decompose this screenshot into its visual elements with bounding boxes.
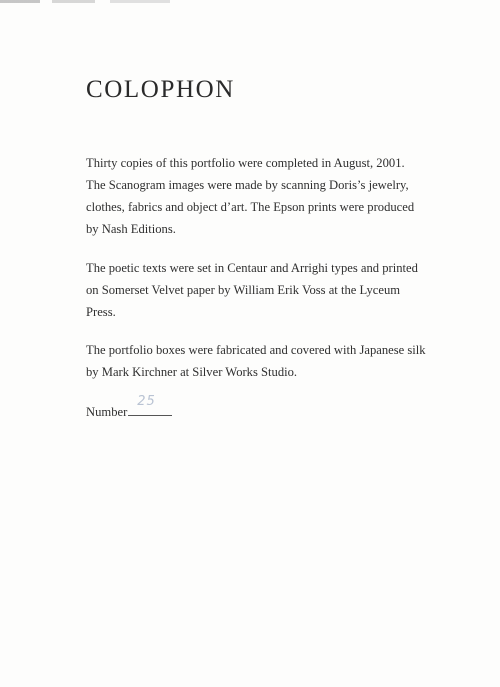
- page-title: COLOPHON: [86, 76, 235, 103]
- edition-number-line: [86, 394, 172, 423]
- handwritten-edition-number: 25: [137, 394, 156, 409]
- number-blank-line: [128, 394, 172, 416]
- paragraph-typography-info: The poetic texts were set in Centaur and Arrighi types and printed on Somerset Velvet paper by William Erik Voss at the Lyceum Press.: [86, 261, 418, 319]
- paragraph-edition-info: Thirty copies of this portfolio were completed in August, 2001. The Scanogram images were made by scanning Doris’s jewelry, clothes, fabrics and object d’art. The Epson prints were produced by Nash Editions.: [86, 156, 415, 236]
- scan-edge-marks: [0, 0, 180, 3]
- number-label: Number: [86, 405, 128, 419]
- paragraph-box-info: The portfolio boxes were fabricated and covered with Japanese silk by Mark Kirchner at Silver Works Studio.: [86, 343, 426, 379]
